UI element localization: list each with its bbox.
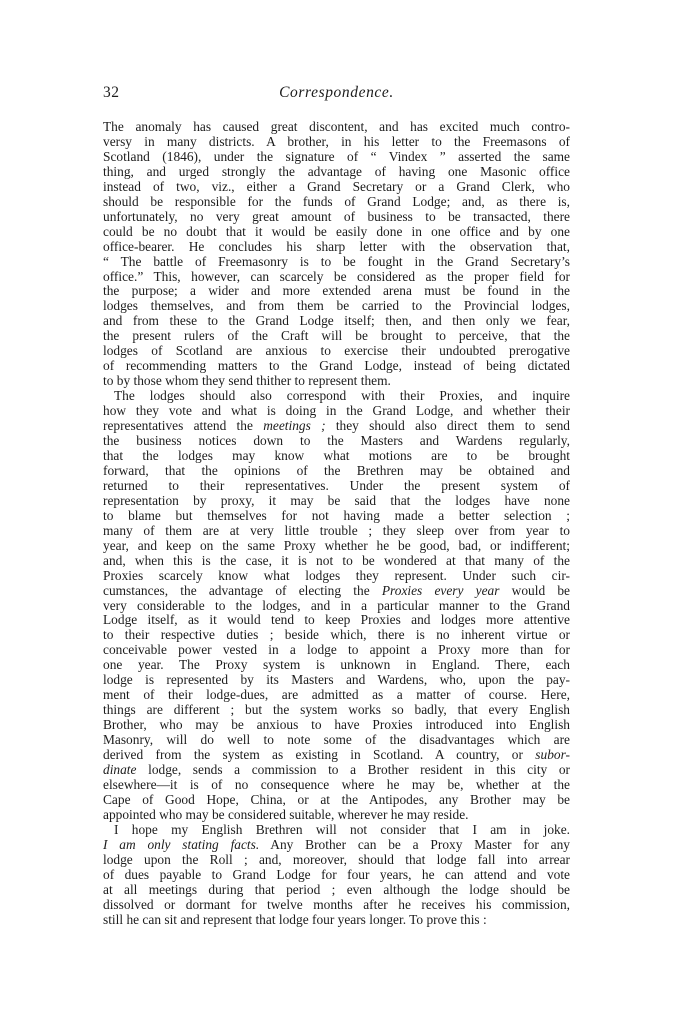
text-run: the present rulers of the Craft will be brought to perceive, that the	[103, 328, 570, 344]
text-line	[103, 195, 570, 210]
text-line	[103, 673, 570, 688]
text-line	[103, 120, 570, 135]
text-line	[103, 180, 570, 195]
text-run: representation by proxy, it may be said that the lodges have none	[103, 492, 570, 508]
text-run: things are different ; but the system works so badly, that every English	[103, 702, 570, 718]
text-line	[103, 793, 570, 808]
text-line	[103, 434, 570, 449]
text-run: one year. The Proxy system is unknown in England. There, each	[103, 657, 570, 673]
text-line	[103, 329, 570, 344]
text-run: year, and keep on the same Proxy whether he be good, bad, or indifferent;	[103, 537, 570, 553]
text-run: thing, and urged strongly the advantage of having one Masonic office	[103, 163, 570, 179]
text-run: derived from the system as existing in Scotland. A country, or	[103, 747, 536, 763]
text-run: representatives attend the	[103, 418, 264, 434]
text-line	[103, 808, 570, 823]
text-run: lodges of Scotland are anxious to exercise their undoubted prerogative	[103, 343, 570, 359]
text-run: office.” This, however, can scarcely be considered as the proper field for	[103, 268, 570, 284]
text-run: lodge, sends a commission to a Brother resident in this city or	[136, 761, 570, 777]
text-run: I hope my English Brethren will not consider that I am in joke.	[114, 821, 570, 837]
text-line	[103, 853, 570, 868]
text-line	[103, 359, 570, 374]
text-line	[103, 344, 570, 359]
text-run: conceivable power vested in a lodge to appoint a Proxy more than for	[103, 642, 570, 658]
text-run: could be no doubt that it would be easily done in one office and by one	[103, 223, 570, 239]
text-line	[103, 165, 570, 180]
text-run: The lodges should also correspond with their Proxies, and inquire	[114, 388, 570, 404]
text-line	[103, 838, 570, 853]
text-run: the purpose; a wider and more extended arena must be found in the	[103, 283, 570, 299]
text-run: at all meetings during that period ; even although the lodge should be	[103, 881, 570, 897]
text-run: Brother, who may be anxious to have Proxies introduced into English	[103, 717, 570, 733]
text-line	[103, 763, 570, 778]
page-header	[103, 84, 570, 106]
text-line	[103, 255, 570, 270]
text-line	[103, 718, 570, 733]
text-line	[103, 613, 570, 628]
running-title: Correspondence.	[279, 84, 394, 101]
text-line	[103, 733, 570, 748]
text-run: versy in many districts. A brother, in his letter to the Freemasons of	[103, 133, 570, 149]
text-run: Any Brother can be a Proxy Master for any	[259, 836, 570, 852]
text-line	[103, 389, 570, 404]
text-run: Scotland (1846), under the signature of “ Vindex ” asserted the same	[103, 148, 570, 164]
text-run: Lodge itself, as it would tend to keep Proxies and lodges more attentive	[103, 612, 570, 628]
text-run: dissolved or dormant for twelve months after he receives his commission,	[103, 896, 570, 912]
text-run: and from these to the Grand Lodge itself; then, and then only we fear,	[103, 313, 570, 329]
text-line	[103, 464, 570, 479]
text-run: The anomaly has caused great discontent, and has excited much contro-	[103, 119, 570, 134]
text-run: Masonry, will do well to note some of the disadvantages which are	[103, 732, 570, 748]
text-run: forward, that the opinions of the Brethren may be obtained and	[103, 462, 570, 478]
italic-text-run: dinate	[103, 761, 137, 777]
text-run: to blame but themselves for not having made a better selection ;	[103, 507, 570, 523]
text-run: to their respective duties ; beside which, there is no inherent virtue or	[103, 627, 570, 643]
text-line	[103, 778, 570, 793]
text-line	[103, 419, 570, 434]
text-line	[103, 913, 570, 928]
text-line	[103, 284, 570, 299]
text-run: lodge upon the Roll ; and, moreover, should that lodge fall into arrear	[103, 851, 570, 867]
text-line	[103, 823, 570, 838]
text-line	[103, 569, 570, 584]
text-line	[103, 449, 570, 464]
text-line	[103, 314, 570, 329]
text-run: how they vote and what is doing in the Grand Lodge, and whether their	[103, 403, 570, 419]
text-line	[103, 554, 570, 569]
text-line	[103, 479, 570, 494]
text-line	[103, 509, 570, 524]
text-line	[103, 210, 570, 225]
text-line	[103, 135, 570, 150]
text-run: elsewhere—it is of no consequence where he may be, whether at the	[103, 776, 570, 792]
text-run: Cape of Good Hope, China, or at the Antipodes, any Brother may be	[103, 791, 570, 807]
text-run: unfortunately, no very great amount of business to be transacted, there	[103, 208, 570, 224]
text-run: many of them are at very little trouble ; they sleep over from year to	[103, 522, 570, 538]
text-line	[103, 599, 570, 614]
text-run: the business notices down to the Masters and Wardens regularly,	[103, 433, 570, 449]
page-number: 32	[103, 84, 120, 101]
text-run: lodges themselves, and from them be carried to the Provincial lodges,	[103, 298, 570, 314]
text-run: instead of two, viz., either a Grand Secretary or a Grand Clerk, who	[103, 178, 570, 194]
italic-text-run: meetings ;	[263, 418, 326, 434]
text-line	[103, 374, 570, 389]
text-run: returned to their representatives. Under the present system of	[103, 477, 570, 493]
text-run: still he can sit and represent that lodge four years longer. To prove this :	[103, 911, 487, 927]
text-run: to by those whom they send thither to represent them.	[103, 373, 391, 389]
text-run: ment of their lodge-dues, are admitted as a matter of course. Here,	[103, 687, 570, 703]
text-line	[103, 584, 570, 599]
text-run: of recommending matters to the Grand Lodge, instead of being dictated	[103, 358, 570, 374]
text-run: very considerable to the lodges, and in a particular manner to the Grand	[103, 597, 570, 613]
body-text	[103, 120, 570, 927]
text-line	[103, 703, 570, 718]
text-line	[103, 643, 570, 658]
text-run: lodge is represented by its Masters and Wardens, who, upon the pay-	[103, 672, 570, 688]
text-line	[103, 225, 570, 240]
text-line	[103, 898, 570, 913]
text-line	[103, 748, 570, 763]
text-run: would be	[499, 582, 571, 598]
text-line	[103, 270, 570, 285]
italic-text-run: I am only stating facts.	[103, 836, 260, 852]
text-run: should be responsible for the funds of Grand Lodge; and, as there is,	[103, 193, 570, 209]
text-line	[103, 524, 570, 539]
text-line	[103, 494, 570, 509]
text-line	[103, 240, 570, 255]
italic-text-run: Proxies every year	[381, 582, 500, 598]
text-line	[103, 150, 570, 165]
text-run: cumstances, the advantage of electing the	[103, 582, 382, 598]
text-line	[103, 628, 570, 643]
text-line	[103, 688, 570, 703]
text-line	[103, 539, 570, 554]
text-run: Proxies scarcely know what lodges they represent. Under such cir-	[103, 567, 570, 583]
text-line	[103, 868, 570, 883]
text-run: “ The battle of Freemasonry is to be fought in the Grand Secretary’s	[103, 253, 570, 269]
italic-text-run: subor-	[535, 747, 570, 763]
text-run: office-bearer. He concludes his sharp letter with the observation that,	[103, 238, 570, 254]
text-run: and, when this is the case, it is not to be wondered at that many of the	[103, 552, 570, 568]
text-line	[103, 883, 570, 898]
text-run: that the lodges may know what motions are to be brought	[103, 447, 570, 463]
text-line	[103, 299, 570, 314]
text-line	[103, 404, 570, 419]
text-run: appointed who may be considered suitable, wherever he may reside.	[103, 806, 469, 822]
text-run: they should also direct them to send	[325, 418, 570, 434]
text-line	[103, 658, 570, 673]
text-run: of dues payable to Grand Lodge for four years, he can attend and vote	[103, 866, 570, 882]
